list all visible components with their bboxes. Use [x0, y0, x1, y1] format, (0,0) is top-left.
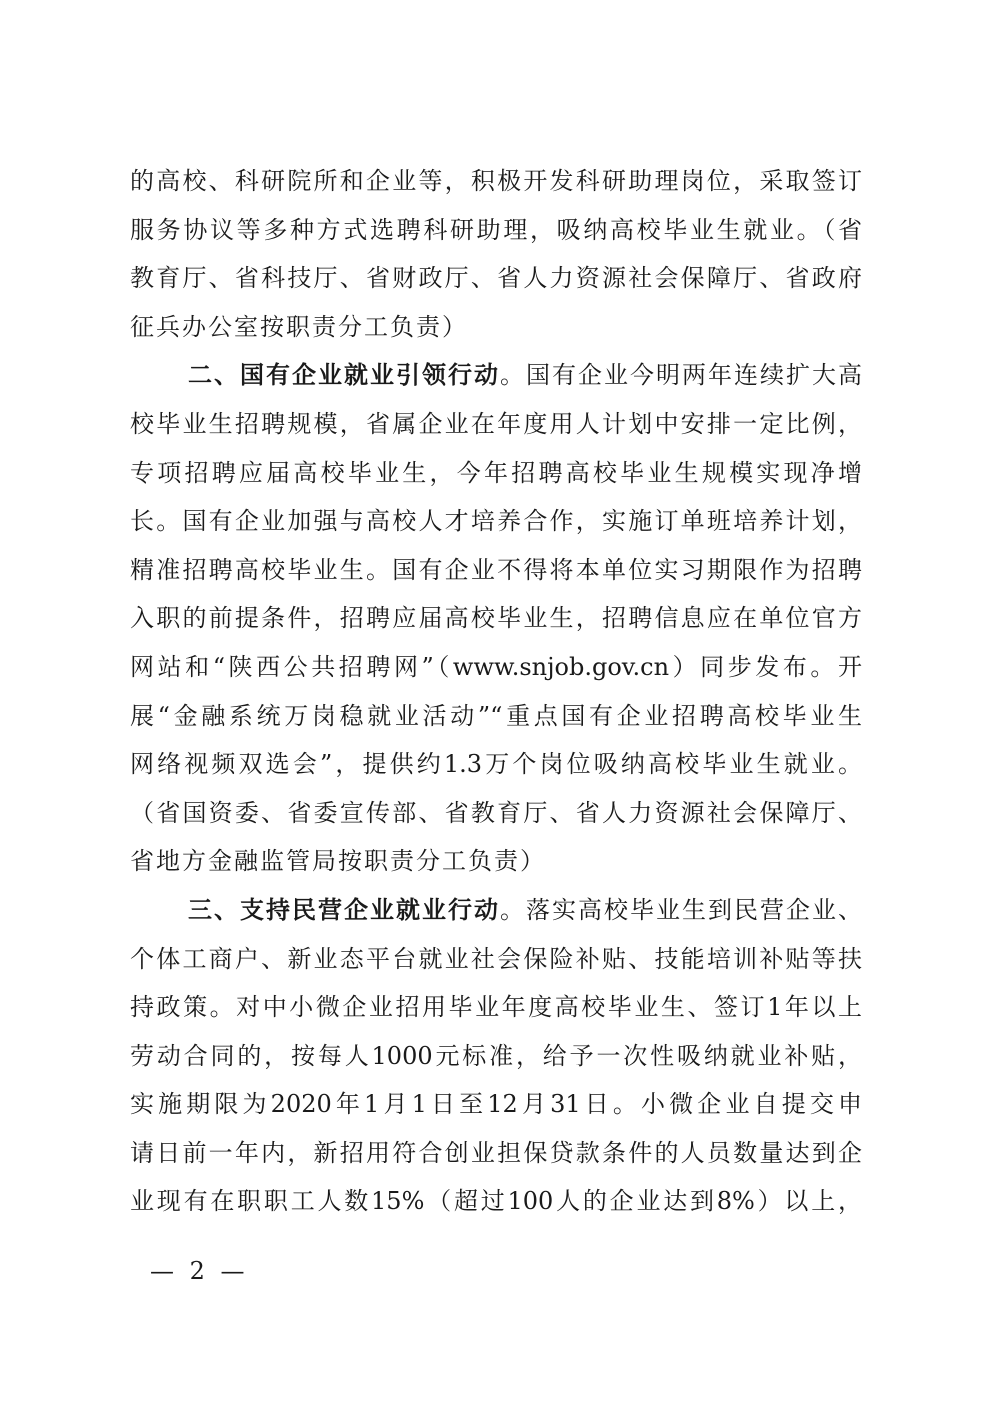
text-line: 省地方金融监管局按职责分工负责） — [130, 847, 546, 876]
text-line: （省国资委、省委宣传部、省教育厅、省人力资源社会保障厅、 — [130, 798, 862, 827]
text-line: 服务协议等多种方式选聘科研助理，吸纳高校毕业生就业。（省 — [130, 215, 862, 244]
text-line: 实施期限为2020年1月1日至12月31日。小微企业自提交申 — [130, 1090, 862, 1119]
text-line: 个体工商户、新业态平台就业社会保险补贴、技能培训补贴等扶 — [130, 944, 862, 973]
text-line: 展“金融系统万岗稳就业活动”“重点国有企业招聘高校毕业生 — [130, 701, 862, 730]
text-line: 入职的前提条件，招聘应届高校毕业生，招聘信息应在单位官方 — [130, 604, 862, 633]
text-line: 持政策。对中小微企业招用毕业年度高校毕业生、签订1年以上 — [130, 993, 862, 1022]
text-line-with-heading — [130, 351, 862, 400]
paragraph-private-enterprise — [130, 886, 862, 1226]
paragraph-state-enterprise — [130, 351, 862, 886]
text-line: 专项招聘应届高校毕业生，今年招聘高校毕业生规模实现净增 — [130, 458, 862, 487]
text-line: 的高校、科研院所和企业等，积极开发科研助理岗位，采取签订 — [130, 167, 862, 195]
text-line: 。国有企业今明两年连续扩大高 — [500, 361, 862, 390]
text-line: 网络视频双选会”，提供约1.3万个岗位吸纳高校毕业生就业。 — [130, 750, 862, 779]
document-page — [130, 157, 862, 1226]
paragraph-continued — [130, 157, 862, 351]
text-line: 教育厅、省科技厅、省财政厅、省人力资源社会保障厅、省政府 — [130, 264, 862, 293]
text-line-with-heading — [130, 886, 862, 935]
text-line: 业现有在职职工人数15%（超过100人的企业达到8%）以上， — [130, 1187, 862, 1216]
text-line: 网站和“陕西公共招聘网”（www.snjob.gov.cn）同步发布。开 — [130, 652, 862, 681]
text-line: 精准招聘高校毕业生。国有企业不得将本单位实习期限作为招聘 — [130, 555, 862, 584]
section-heading: 三、支持民营企业就业行动 — [188, 895, 500, 924]
text-line: 长。国有企业加强与高校人才培养合作，实施订单班培养计划， — [130, 507, 862, 536]
text-line: 劳动合同的，按每人1000元标准，给予一次性吸纳就业补贴， — [130, 1041, 862, 1070]
text-line: 请日前一年内，新招用符合创业担保贷款条件的人员数量达到企 — [130, 1138, 862, 1167]
section-heading: 二、国有企业就业引领行动 — [188, 361, 500, 390]
text-line: 征兵办公室按职责分工负责） — [130, 312, 468, 341]
text-line: 。落实高校毕业生到民营企业、 — [500, 895, 862, 924]
page-number: — 2 — — [150, 1257, 249, 1285]
text-line: 校毕业生招聘规模，省属企业在年度用人计划中安排一定比例， — [130, 409, 862, 438]
